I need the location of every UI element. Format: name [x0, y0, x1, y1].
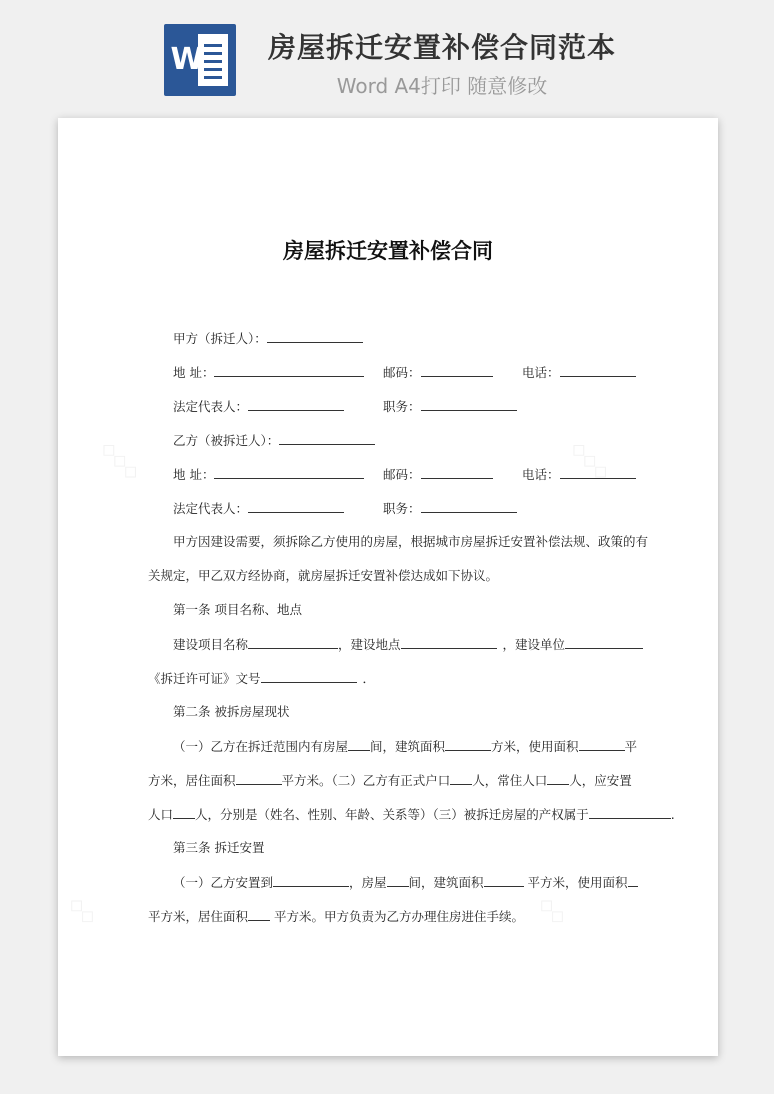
party-b-address: 地 址： — [173, 466, 364, 483]
party-a-line — [173, 330, 363, 347]
party-a-address: 地 址： — [173, 364, 364, 381]
document-page — [58, 118, 718, 1056]
party-a-label: 甲方（拆迁人）： — [173, 331, 267, 346]
banner-subtitle: Word A4打印 随意修改 — [336, 74, 548, 98]
watermark: ◇◇ — [534, 890, 573, 930]
banner-title: 房屋拆迁安置补偿合同范本 — [267, 31, 616, 64]
party-a-legal-rep: 法定代表人： — [173, 398, 344, 415]
party-a-postcode: 邮码： — [383, 364, 493, 381]
article-2-line-2: 方米，居住面积 平方米。（二）乙方有正式户口 人，常住人口 人，应安置 — [148, 773, 632, 788]
word-icon-letter: W — [170, 42, 204, 77]
watermark: ◇◇◇ — [566, 435, 616, 485]
article-3-line-1: （一）乙方安置到 ，房屋 间，建筑面积 平方米，使用面积 — [173, 874, 638, 891]
banner — [0, 0, 774, 118]
party-b-position: 职务： — [383, 500, 517, 517]
document-title: 房屋拆迁安置补偿合同 — [283, 239, 493, 263]
party-b-label: 乙方（被拆迁人）： — [173, 433, 280, 448]
intro-line-2: 关规定，甲乙双方经协商，就房屋拆迁安置补偿达成如下协议。 — [148, 568, 499, 583]
article-1-permit-line: 《拆迁许可证》文号 ． — [148, 671, 376, 686]
article-1-project-line: 建设项目名称 ，建设地点 ，建设单位 — [173, 636, 643, 653]
article-1-heading: 第一条 项目名称、地点 — [173, 602, 302, 617]
article-2-heading: 第二条 被拆房屋现状 — [173, 704, 290, 719]
watermark: ◇◇ — [64, 890, 103, 930]
watermark: ◇◇◇ — [96, 435, 146, 485]
party-b-line — [173, 432, 375, 449]
party-a-phone: 电话： — [522, 364, 636, 381]
party-a-position: 职务： — [383, 398, 517, 415]
article-2-line-1: （一）乙方在拆迁范围内有房屋 间，建筑面积 方米，使用面积 平 — [173, 739, 638, 754]
party-b-postcode: 邮码： — [383, 466, 493, 483]
party-b-legal-rep: 法定代表人： — [173, 500, 344, 517]
intro-line-1: 甲方因建设需要，须拆除乙方使用的房屋，根据城市房屋拆迁安置补偿法规、政策的有 — [173, 534, 649, 549]
party-a-blank — [267, 330, 363, 343]
party-b-phone: 电话： — [522, 466, 636, 483]
article-3-line-2: 平方米，居住面积 平方米。甲方负责为乙方办理住房进住手续。 — [148, 909, 524, 924]
article-2-line-3: 人口 人，分别是（姓名、性别、年龄、关系等）（三）被拆迁房屋的产权属于 . — [148, 807, 675, 822]
word-icon — [164, 24, 236, 96]
article-3-heading: 第三条 拆迁安置 — [173, 840, 265, 855]
